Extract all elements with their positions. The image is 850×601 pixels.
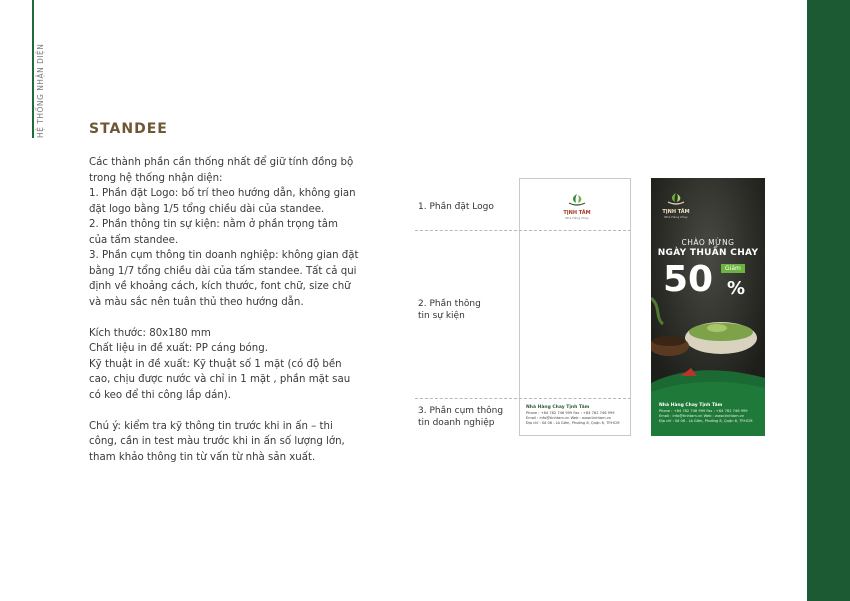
print-technique-spec: Kỹ thuật in đề xuất: Kỹ thuật số 1 mặt (có độ bền cao, chịu được nước và chỉ in 1 mặt , phần mặt sau có keo để thi công lắp dán). xyxy=(89,358,351,401)
material-spec: Chất liệu in đề xuất: PP cáng bóng. xyxy=(89,343,268,354)
sidebar-section-label: HỆ THỐNG NHẬN DIỆN xyxy=(36,43,45,138)
discount-percent-sign: % xyxy=(727,278,746,299)
diagram-label-event: 2. Phần thông tin sự kiện xyxy=(418,299,481,321)
design-company-info: Nhà Hàng Chay Tịnh Tâm Phone : +84 782 746 999 Fax : +84 782 746 999 Email : info@tinhtam.vn Web : www.tinhtam.vn Địa chỉ : Số 06 - Lò Gốm, Phường 8, Quận 6, TP.HCM xyxy=(659,403,753,423)
guide-line-logo xyxy=(415,230,631,231)
company-rule-paragraph: 3. Phần cụm thông tin doanh nghiệp: không gian đặt bằng 1/7 tổng chiều dài của tấm standee. Tất cả qui định về khoảng cách, kích thước, font chữ, size chữ và màu sắc nên tuân thủ theo hướng dẫn. xyxy=(89,250,359,308)
guide-line-company xyxy=(415,398,631,399)
logo-rule-paragraph: 1. Phần đặt Logo: bố trí theo hướng dẫn, không gian đặt logo bằng 1/5 tổng chiều dài của standee. xyxy=(89,188,356,215)
discount-badge: Giảm xyxy=(721,264,745,273)
template-logo: TỊNH TÂM Nhà Hàng Chay xyxy=(562,191,592,220)
page-title: STANDEE xyxy=(89,121,168,137)
right-brand-bar xyxy=(807,0,850,601)
leaf-bowl-icon xyxy=(661,191,691,205)
standee-design-sample xyxy=(651,178,765,436)
diagram-label-logo: 1. Phần đặt Logo xyxy=(418,202,494,212)
diagram-label-company: 3. Phần cụm thông tin doanh nghiệp xyxy=(418,406,504,428)
description-text xyxy=(89,155,359,465)
template-company-info: Nhà Hàng Chay Tịnh Tâm Phone : +84 782 746 999 Fax : +84 782 746 999 Email : info@tinhtam.vn Web : www.tinhtam.vn Địa chỉ : Số 06 - Lò Gốm, Phường 8, Quận 6, TP.HCM xyxy=(526,405,620,425)
promo-event-name: NGÀY THUẦN CHAY xyxy=(657,248,759,258)
size-spec: Kích thước: 80x180 mm xyxy=(89,327,211,339)
promo-greeting: CHÀO MỪNG xyxy=(681,238,735,247)
leaf-bowl-icon xyxy=(562,192,592,206)
intro-paragraph: Các thành phần cần thống nhất để giữ tính đồng bộ trong hệ thống nhận diện: xyxy=(89,157,354,184)
design-logo: TỊNH TÂM Nhà Hàng Chay xyxy=(661,190,691,219)
discount-value: 50 xyxy=(663,259,714,300)
sidebar-accent-line xyxy=(32,0,34,138)
event-rule-paragraph: 2. Phần thông tin sự kiện: nằm ở phần trọng tâm của tấm standee. xyxy=(89,219,338,246)
note-paragraph: Chú ý: kiểm tra kỹ thông tin trước khi in ấn – thi công, cần in test màu trước khi in ấn số lượng lớn, tham khảo thông tin từ vấn từ nhà sản xuất. xyxy=(89,420,345,463)
